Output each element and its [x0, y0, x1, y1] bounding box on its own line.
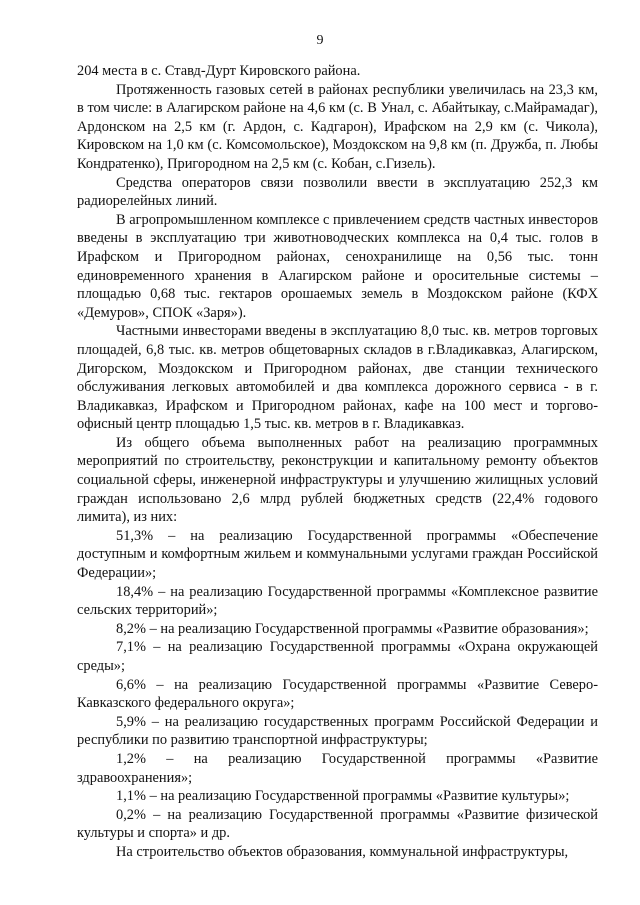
list-item-north-caucasus-program: 6,6% – на реализацию Государственной программы «Развитие Северо-Кавказского федерального округа»;	[77, 676, 598, 712]
list-item-culture-program: 1,1% – на реализацию Государственной программы «Развитие культуры»;	[116, 788, 570, 805]
list-item-environment-program: 7,1% – на реализацию Государственной программы «Охрана окружающей среды»;	[77, 639, 598, 674]
paragraph-agro-complex: В агропромышленном комплексе с привлечением средств частных инвесторов введены в эксплуатацию три животноводческих комплекса на 0,4 тыс. голов в Ирафском и Пригородном районах, сенохранилище на 0,56 тыс. тонн единовременного хранения в Алагирском районе и оросительные системы – площадью 0,68 тыс. гектаров орошаемых земель в Моздокском районе (КФХ «Демуров», СПОК «Заря»).	[77, 211, 598, 321]
paragraph-radio-relay: Средства операторов связи позволили ввести в эксплуатацию 252,3 км радиорелейных линий.	[77, 174, 598, 210]
list-item-rural-program: 18,4% – на реализацию Государственной программы «Комплексное развитие сельских территорий»;	[77, 583, 598, 619]
paragraph-continuation: 204 места в с. Ставд-Дурт Кировского района.	[77, 63, 361, 79]
list-item-housing-program: 51,3% – на реализацию Государственной программы «Обеспечение доступным и комфортным жильем и коммунальными услугами граждан Российской Федерации»;	[77, 527, 598, 582]
paragraph-budget-funds: Из общего объема выполненных работ на реализацию программных мероприятий по строительству, реконструкции и капитальному ремонту объектов социальной сферы, инженерной инфраструктуры и улучшению жилищных условий граждан использовано 2,6 млрд рублей бюджетных средств (22,4% годового лимита), из них:	[77, 434, 598, 526]
list-item-education-program: 8,2% – на реализацию Государственной программы «Развитие образования»;	[116, 620, 589, 637]
paragraph-gas-networks: Протяженность газовых сетей в районах республики увеличилась на 23,3 км, в том числе: в Алагирском районе на 4,6 км (с. В Унал, с. Абайтыкау, с.Майрамадаг), Ардонском на 2,5 км (г. Ардон, с. Кадгарон), Ирафском на 2,9 км (с. Чикола), Кировском на 1,0 км (с. Комсомольское), Моздокском на 9,8 км (п. Дружба, п. Любы Кондратенко), Пригородном на 2,5 км (с. Кобан, с.Гизель).	[77, 81, 598, 172]
paragraph-construction-start: На строительство объектов образования, коммунальной инфраструктуры,	[116, 843, 569, 860]
page-number: 9	[316, 33, 324, 48]
list-item-healthcare-program: 1,2% – на реализацию Государственной программы «Развитие здравоохранения»;	[77, 750, 598, 786]
list-item-sport-program: 0,2% – на реализацию Государственной программы «Развитие физической культуры и спорта» и др.	[77, 806, 598, 842]
document-body	[77, 62, 598, 862]
paragraph-private-investors: Частными инвесторами введены в эксплуатацию 8,0 тыс. кв. метров торговых площадей, 6,8 тыс. кв. метров общетоварных складов в г.Владикавказ, Алагирском, Дигорском, Моздокском и Пригородном районах, две станции технического обслуживания легковых автомобилей и два комплекса дорожного сервиса - в г. Владикавказ, Ирафском и Пригородном районах, кафе на 100 мест и торгово-офисный центр площадью 1,5 тыс. кв. метров в г. Владикавказ.	[77, 323, 598, 433]
list-item-transport-programs: 5,9% – на реализацию государственных программ Российской Федерации и республики по развитию транспортной инфраструктуры;	[77, 713, 598, 749]
